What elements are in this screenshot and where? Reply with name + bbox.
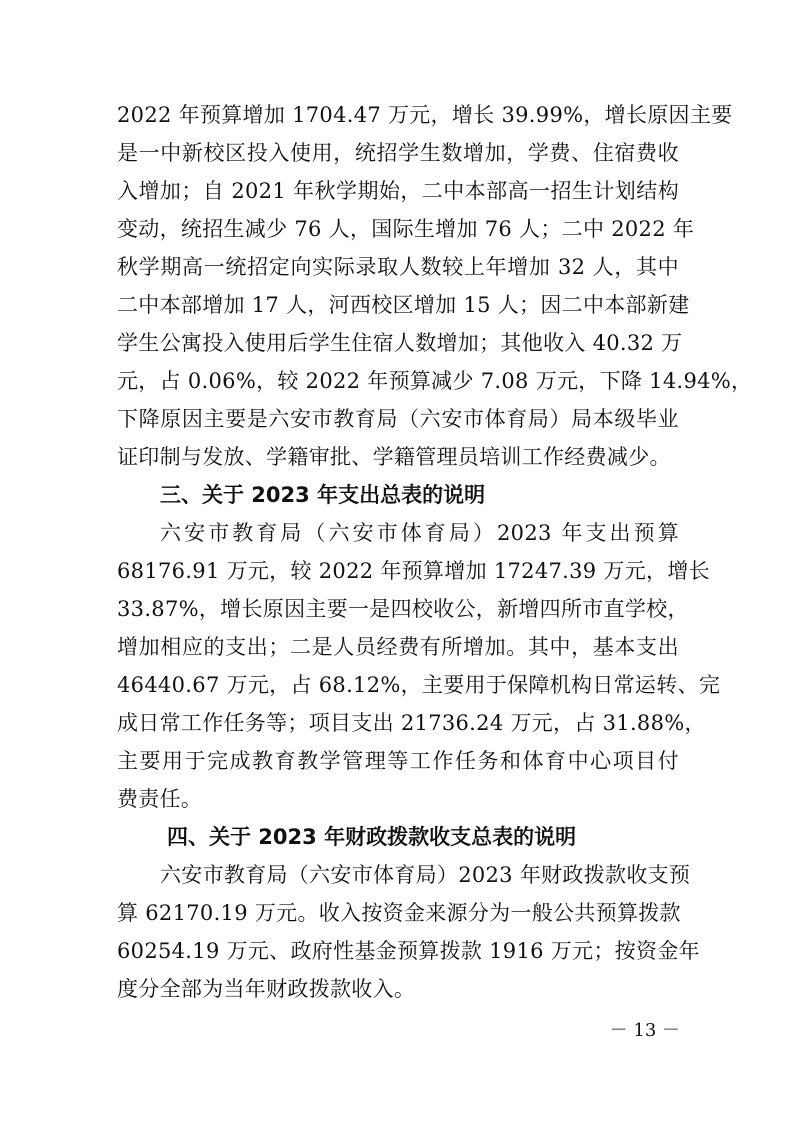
paragraph-line: 入增加；自 2021 年秋学期始，二中本部高一招生计划结构 xyxy=(117,179,679,203)
paragraph-line: 六安市教育局（六安市体育局）2023 年财政拨款收支预 xyxy=(160,863,691,887)
paragraph-line: 变动，统招生减少 76 人，国际生增加 76 人；二中 2022 年 xyxy=(117,217,695,241)
paragraph-line: 度分全部为当年财政拨款收入。 xyxy=(117,977,416,1001)
section-heading-expenditure: 三、关于 2023 年支出总表的说明 xyxy=(160,483,486,507)
paragraph-line: 证印制与发放、学籍审批、学籍管理员培训工作经费减少。 xyxy=(117,445,671,469)
paragraph-line: 68176.91 万元，较 2022 年预算增加 17247.39 万元，增长 xyxy=(117,559,710,583)
paragraph-line: 33.87%，增长原因主要一是四校收公，新增四所市直学校， xyxy=(117,597,689,621)
paragraph-line: 下降原因主要是六安市教育局（六安市体育局）局本级毕业 xyxy=(117,407,679,431)
paragraph-line: 60254.19 万元、政府性基金预算拨款 1916 万元；按资金年 xyxy=(117,939,700,963)
paragraph-line: 算 62170.19 万元。收入按资金来源分为一般公共预算拨款 xyxy=(117,901,681,925)
paragraph-line: 2022 年预算增加 1704.47 万元，增长 39.99%，增长原因主要 xyxy=(117,103,733,127)
paragraph-line: 是一中新校区投入使用，统招学生数增加，学费、住宿费收 xyxy=(117,141,679,165)
page-number: － 13 － xyxy=(609,1020,680,1041)
paragraph-line: 成日常工作任务等；项目支出 21736.24 万元，占 31.88%， xyxy=(117,711,706,735)
paragraph-line: 六安市教育局（六安市体育局）2023 年支出预算 xyxy=(160,521,679,545)
paragraph-line: 费责任。 xyxy=(117,787,203,811)
section-heading-fiscal-appropriation: 四、关于 2023 年财政拨款收支总表的说明 xyxy=(167,825,577,849)
paragraph-line: 学生公寓投入使用后学生住宿人数增加；其他收入 40.32 万 xyxy=(117,331,683,355)
paragraph-line: 元，占 0.06%，较 2022 年预算减少 7.08 万元，下降 14.94%， xyxy=(117,369,753,393)
paragraph-line: 增加相应的支出；二是人员经费有所增加。其中，基本支出 xyxy=(117,635,679,659)
paragraph-line: 秋学期高一统招定向实际录取人数较上年增加 32 人，其中 xyxy=(117,255,679,279)
paragraph-line: 二中本部增加 17 人，河西校区增加 15 人；因二中本部新建 xyxy=(117,293,690,317)
paragraph-line: 主要用于完成教育教学管理等工作任务和体育中心项目付 xyxy=(117,749,679,773)
paragraph-line: 46440.67 万元，占 68.12%，主要用于保障机构日常运转、完 xyxy=(117,673,721,697)
